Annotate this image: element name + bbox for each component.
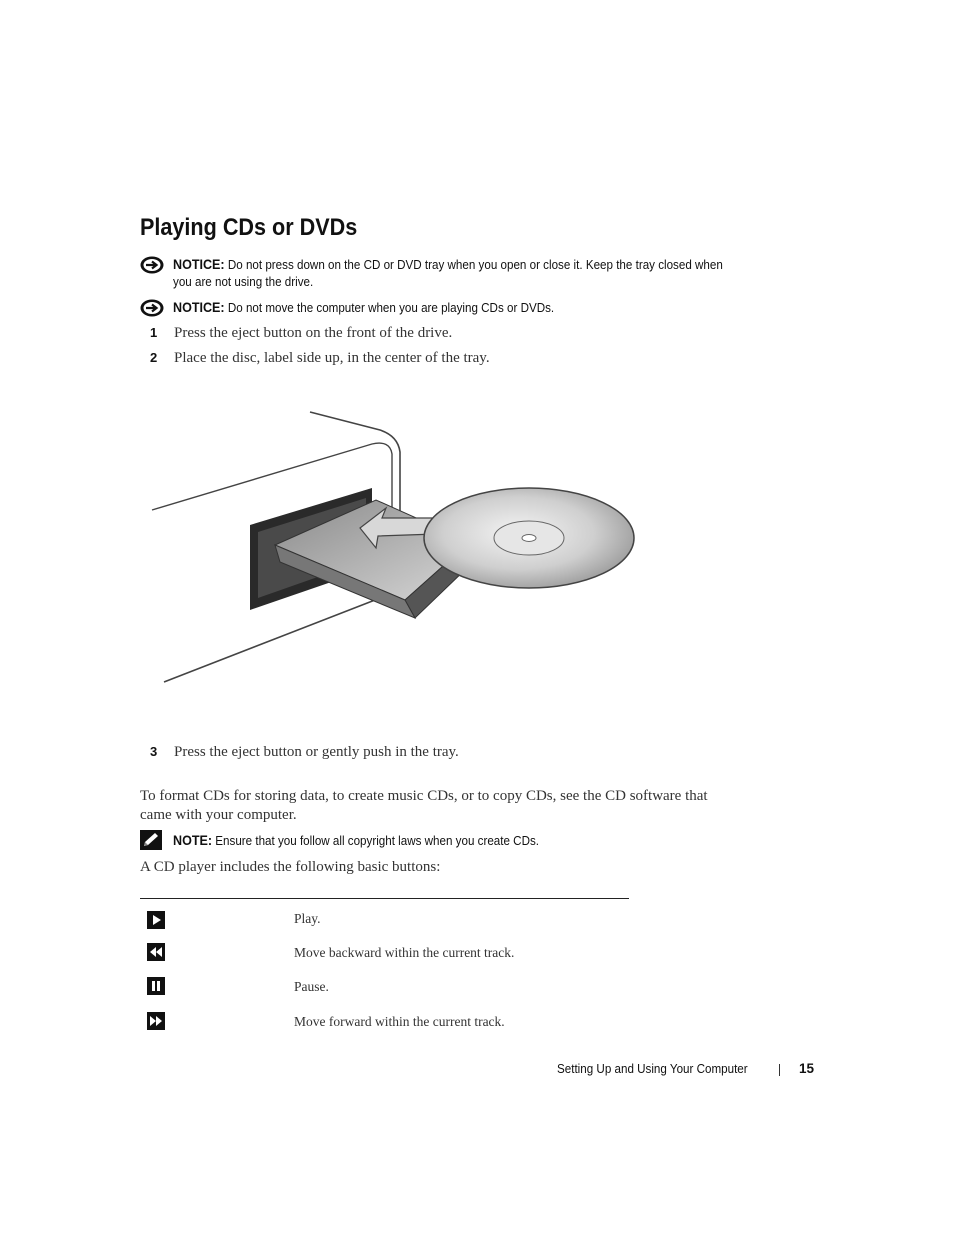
button-description: Move forward within the current track. xyxy=(294,1014,505,1029)
paragraph-line: came with your computer. xyxy=(140,807,297,823)
step-text: Press the eject button or gently push in the tray. xyxy=(174,744,459,760)
format-paragraph xyxy=(140,787,760,825)
note-pencil-icon xyxy=(140,830,162,850)
button-description: Pause. xyxy=(294,979,329,994)
note-label: NOTE: xyxy=(173,833,213,848)
note-copyright xyxy=(140,832,780,850)
notice-label: NOTICE: xyxy=(173,300,225,315)
step-number: 2 xyxy=(150,350,158,365)
footer-section-title: Setting Up and Using Your Computer xyxy=(557,1062,748,1076)
step-1 xyxy=(150,325,452,342)
step-number: 3 xyxy=(150,744,158,759)
paragraph-line: To format CDs for storing data, to create music CDs, or to copy CDs, see the CD software that xyxy=(140,788,708,804)
notice-text-continued: you are not using the drive. xyxy=(173,275,314,289)
footer-separator xyxy=(779,1064,780,1076)
note-text: Ensure that you follow all copyright laws when you create CDs. xyxy=(215,834,540,848)
buttons-intro: A CD player includes the following basic buttons: xyxy=(140,859,441,875)
button-description: Play. xyxy=(294,911,321,926)
step-text: Place the disc, label side up, in the center of the tray. xyxy=(174,350,490,366)
page-number: 15 xyxy=(799,1061,815,1076)
cd-drive-illustration xyxy=(140,390,650,710)
notice-tray xyxy=(140,256,780,291)
pause-icon xyxy=(147,977,165,995)
button-description: Move backward within the current track. xyxy=(294,945,515,960)
notice-text: Do not press down on the CD or DVD tray when you open or close it. Keep the tray closed when xyxy=(227,258,723,272)
step-text: Press the eject button on the front of the drive. xyxy=(174,325,453,341)
notice-icon xyxy=(140,256,164,274)
notice-icon xyxy=(140,299,164,317)
notice-move xyxy=(140,299,780,317)
notice-text: Do not move the computer when you are playing CDs or DVDs. xyxy=(227,301,555,315)
fast-forward-icon xyxy=(147,1012,165,1030)
step-3 xyxy=(150,744,459,761)
step-2 xyxy=(150,350,490,367)
notice-label: NOTICE: xyxy=(173,257,225,272)
rewind-icon xyxy=(147,943,165,961)
page-title: Playing CDs or DVDs xyxy=(140,214,358,241)
step-number: 1 xyxy=(150,325,158,340)
table-rule xyxy=(140,898,629,899)
play-icon xyxy=(147,911,165,929)
